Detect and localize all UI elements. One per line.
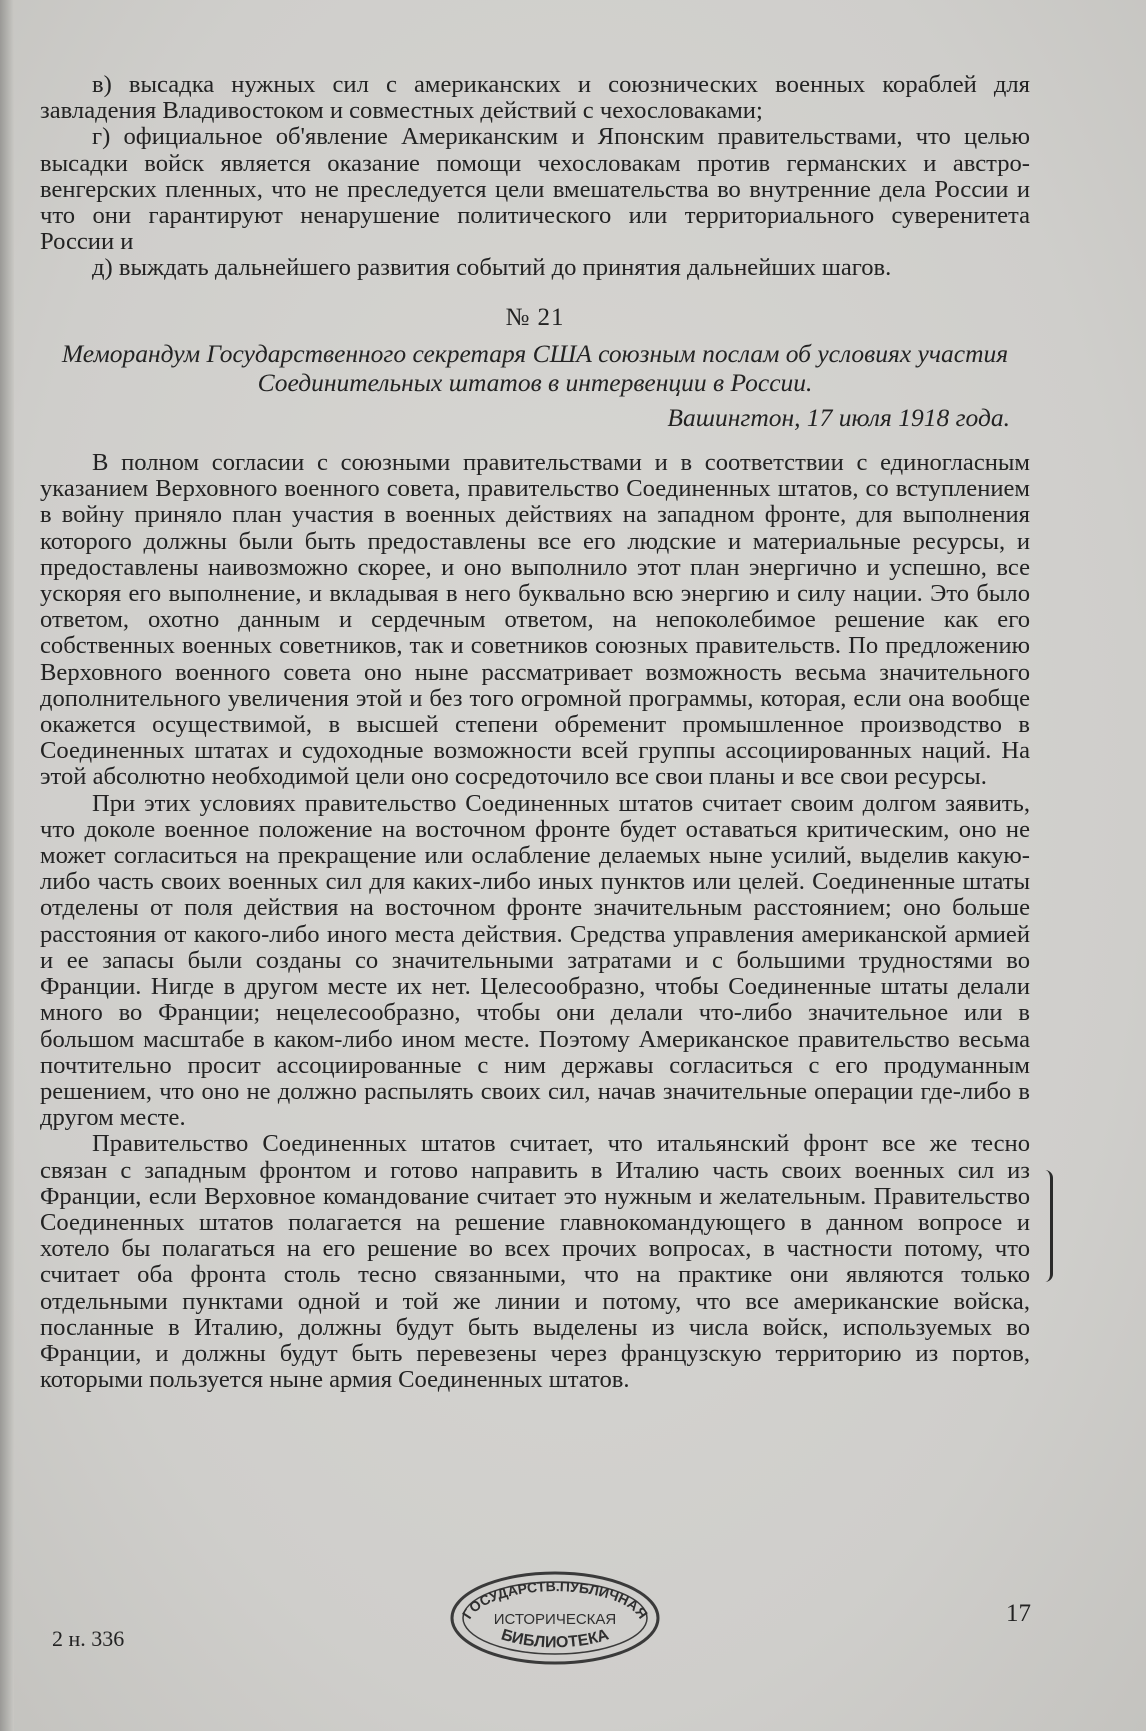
- paragraph-d: д) выждать дальнейшего развития событий до принятия дальнейших шагов.: [92, 254, 892, 282]
- document-title: Меморандум Государственного секретаря США союзным послам об условиях участия Соединительных штатов в интервенции в России.: [61, 338, 1009, 397]
- body-paragraph-1: В полном согласии с союзными правительствами и в соответствии с единогласным указанием Верховного военного совета, правительство Соединенных штатов, со вступлением в войну приняло план участия в военных действиях на западном фронте, для выполнения которого должны были быть предоставлены все его людские и материальные ресурсы, и предоставлены наивозможно скорее, и оно выполнило этот план энергично и успешно, все ускоряя его выполнение, и вкладывая в него буквально всю энергию и силу нации. Это было ответом, охотно данным и сердечным ответом, на непоколебимое решение как его собственных военных советников, так и советников союзных правительств. По предложению Верховного военного совета оно ныне рассматривает возможность весьма значительного дополнительного увеличения этой и без того огромной программы, которая, если она вообще окажется осуществимой, в высшей степени обременит промышленное производство в Соединенных штатах и судоходные возможности всей группы ассоциированных наций. На этой абсолютно необходимой цели оно сосредоточило все свои планы и все свои ресурсы.: [40, 449, 1030, 791]
- stamp-line-1: ГОСУДАРСТВ.ПУБЛИЧНАЯ: [458, 1578, 652, 1622]
- paragraphs-after: [40, 450, 1030, 1393]
- svg-text:БИБЛИОТЕКА: [499, 1626, 611, 1651]
- stamp-line-2: ИСТОРИЧЕСКАЯ: [493, 1611, 617, 1628]
- body-paragraph-3: Правительство Соединенных штатов считает, что итальянский фронт все же тесно связан с западным фронтом и готово направить в Италию часть своих военных сил из Франции, если Верховное командование считает это нужным и желательным. Правительство Соединенных штатов полагается на решение главнокомандующего в данном вопросе и хотело бы полагаться на его решение во всех прочих вопросах, в частности потому, что считает оба фронта столь тесно связанными, что на практике они являются только отдельными пунктами одной и той же линии и потому, что все американские войска, посланные в Италию, должны будут быть выделены из числа войск, используемых во Франции, и должны будут быть перевезены через французскую территорию из портов, которыми пользуется ныне армия Соединенных штатов.: [40, 1130, 1030, 1394]
- margin-bracket-mark: [1044, 1170, 1053, 1282]
- paragraph-g: г) официальное об'явление Американским и Японским правительствами, что целью высадки войск является оказание помощи чехословакам против германских и австро-венгерских пленных, что не преследуется цели вмешательства во внутренние дела России и что они гарантируют ненарушение политического или территориального суверенитета России и: [40, 123, 1030, 256]
- stamp-line-3: БИБЛИОТЕКА: [499, 1626, 611, 1652]
- document-text-block: [40, 72, 1030, 1393]
- page-number: 17: [1006, 1600, 1031, 1627]
- document-number: № 21: [505, 303, 565, 331]
- library-stamp: [448, 1568, 662, 1668]
- paragraphs-before: [40, 72, 1030, 282]
- body-paragraph-2: При этих условиях правительство Соединенных штатов считает своим долгом заявить, что доколе военное положение на восточном фронте будет оставаться критическим, оно не может согласиться на прекращение или ослабление делаемых ныне усилий, выделив какую-либо часть своих военных сил для каких-либо иных пунктов или целей. Соединенные штаты отделены от поля действия на восточном фронте значительным расстоянием; оно больше расстояния от какого-либо иного места действия. Средства управления американской армией и ее запасы были созданы со значительными затратами и с большими трудностями во Франции. Нигде в другом месте их нет. Целесообразно, чтобы Соединенные штаты делали много во Франции; нецелесообразно, чтобы они делали что-либо значительное или в большом масштабе в каком-либо ином месте. Поэтому Американское правительство весьма почтительно просит ассоциированные с ним державы согласиться с его продуманным решением, что оно не должно распылять своих сил, начав значительные операции где-либо в другом месте.: [40, 789, 1030, 1132]
- stamp-graphic: [448, 1568, 662, 1668]
- page-left-edge: [0, 0, 14, 1731]
- dateline: Вашингтон, 17 июля 1918 года.: [667, 402, 1010, 432]
- paragraph-v: в) высадка нужных сил с американских и союзнических военных кораблей для завладения Владивостоком и совместных действий с чехословаками;: [40, 71, 1030, 125]
- footer-signature: 2 н. 336: [52, 1626, 125, 1651]
